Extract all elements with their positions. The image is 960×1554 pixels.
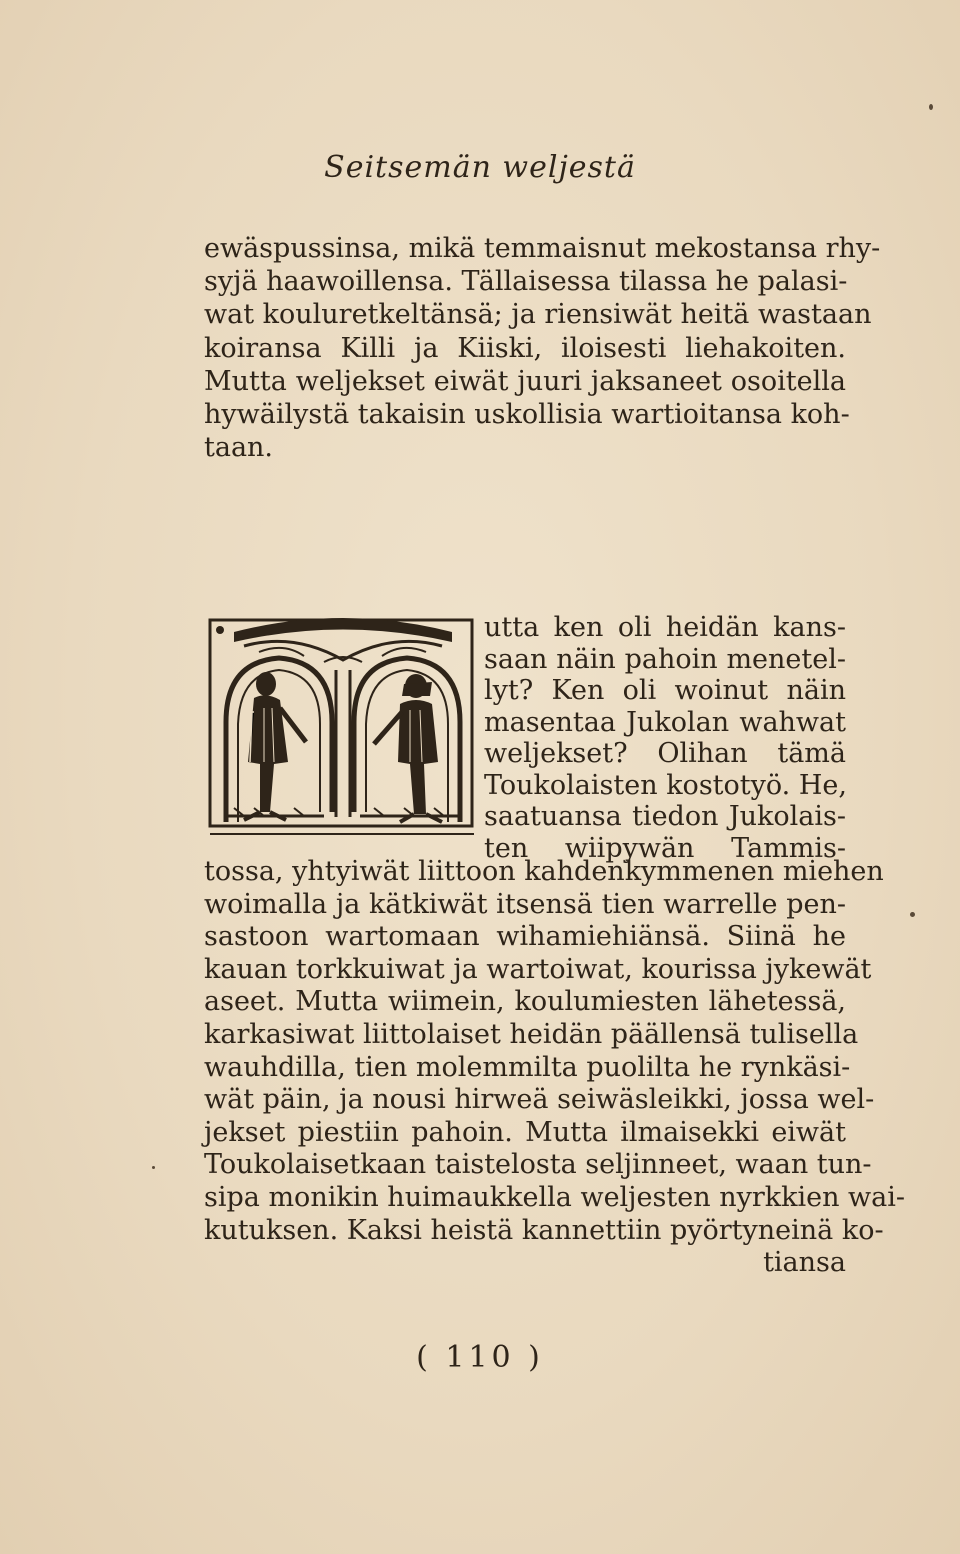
text-line: jekset piestiin pahoin. Mutta ilmaisekki eiwät xyxy=(204,1116,846,1148)
catchword: tiansa xyxy=(763,1247,846,1279)
text-line: tossa, yhtyiwät liittoon kahdenkymmenen miehen xyxy=(204,856,884,887)
text-line: sipa monikin huimaukkella weljesten nyrkkien wai- xyxy=(204,1181,906,1213)
text-line: weljekset? Olihan tämä xyxy=(484,738,846,769)
text-line: kutuksen. Kaksi heistä kannettiin pyörtyneinä ko- xyxy=(204,1214,884,1246)
text-line: saatuansa tiedon Jukolais- xyxy=(484,801,846,832)
text-line: Mutta weljekset eiwät juuri jaksaneet osoitella xyxy=(204,365,846,397)
text-line: saan näin pahoin menetel- xyxy=(484,643,846,675)
continued-paragraph xyxy=(204,856,906,1280)
text-line: wat kouluretkeltänsä; ja riensiwät heitä wastaan xyxy=(204,299,872,331)
paper-speck xyxy=(152,1166,155,1169)
top-paragraph xyxy=(204,232,881,464)
text-line: lyt? Ken oli woinut näin xyxy=(484,675,846,706)
text-line: sastoon wartomaan wihamiehiänsä. Siinä he xyxy=(204,921,846,953)
text-line: kauan torkkuiwat ja wartoiwat, kourissa jykewät xyxy=(204,953,872,985)
text-line: wät päin, ja nousi hirweä seiwäsleikki, jossa wel- xyxy=(204,1084,875,1116)
text-line: ten wiipywän Tammis- xyxy=(484,832,846,864)
text-line: woimalla ja kätkiwät itsensä tien warrelle pen- xyxy=(204,888,846,920)
text-line: Toukolaisetkaan taistelosta seljinneet, waan tun- xyxy=(204,1149,872,1181)
text-line: taan. xyxy=(204,432,274,464)
text-line: aseet. Mutta wiimein, koulumiesten lähetessä, xyxy=(204,986,846,1018)
running-head: Seitsemän weljestä xyxy=(324,150,636,185)
text-line: ewäspussinsa, mikä temmaisnut mekostansa rhy- xyxy=(204,233,881,264)
paper-speck xyxy=(929,104,933,110)
text-line: utta ken oli heidän kans- xyxy=(484,612,846,643)
text-line: Toukolaisten kostotyö. He, xyxy=(484,769,847,801)
woodcut-initial-m-icon xyxy=(204,612,482,844)
text-line: masentaa Jukolan wahwat xyxy=(484,706,846,738)
text-line: wauhdilla, tien molemmilta puolilta he rynkäsi- xyxy=(204,1051,851,1083)
drop-cap-lines xyxy=(484,612,846,864)
paper-speck xyxy=(910,912,915,917)
drop-initial-illustration xyxy=(204,612,482,844)
text-line: karkasiwat liittolaiset heidän päällensä tulisella xyxy=(204,1018,859,1050)
text-line: syjä haawoillensa. Tällaisessa tilassa he palasi- xyxy=(204,266,848,298)
page-number: ( 110 ) xyxy=(416,1340,544,1375)
text-line: hywäilystä takaisin uskollisia wartioitansa koh- xyxy=(204,398,850,430)
text-line: koiransa Killi ja Kiiski, iloisesti liehakoiten. xyxy=(204,332,846,364)
